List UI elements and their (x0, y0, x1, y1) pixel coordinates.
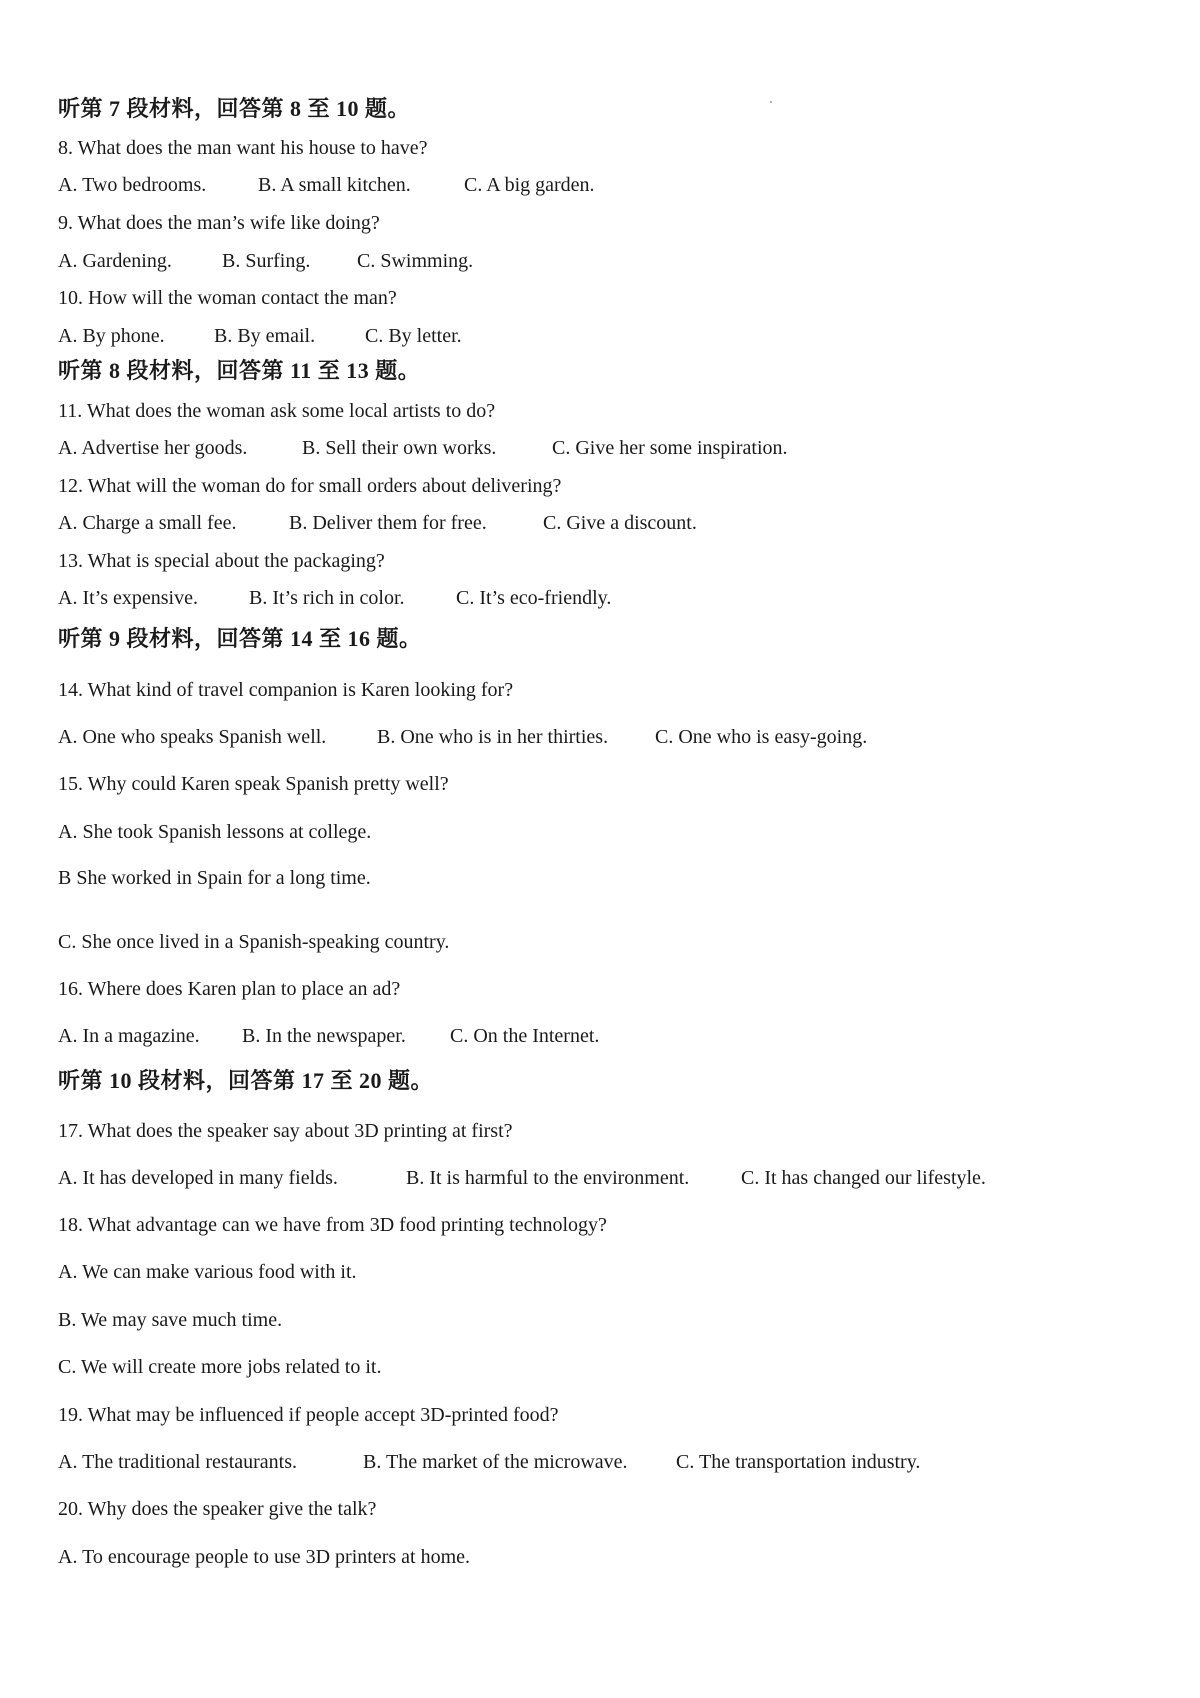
option-a: A. Gardening. (58, 250, 172, 272)
section-heading: 听第 10 段材料，回答第 17 至 20 题。 (58, 1068, 434, 1093)
option-a: A. The traditional restaurants. (58, 1451, 298, 1473)
option-c: C. By letter. (365, 325, 462, 347)
question-text: 17. What does the speaker say about 3D printing at first? (58, 1120, 513, 1142)
question-text: 14. What kind of travel companion is Karen looking for? (58, 679, 514, 701)
option-a: A. It has developed in many fields. (58, 1167, 338, 1189)
answer-option: A. She took Spanish lessons at college. (58, 821, 372, 843)
option-c: C. A big garden. (464, 174, 595, 196)
answer-option: C. We will create more jobs related to it. (58, 1356, 382, 1378)
question-text: 19. What may be influenced if people accept 3D-printed food? (58, 1404, 559, 1426)
option-c: C. Give her some inspiration. (552, 437, 788, 459)
option-c: C. Give a discount. (543, 512, 697, 534)
option-a: A. Two bedrooms. (58, 174, 207, 196)
option-b: B. Deliver them for free. (289, 512, 487, 534)
option-c: C. The transportation industry. (676, 1451, 921, 1473)
option-a: A. By phone. (58, 325, 165, 347)
option-c: C. It has changed our lifestyle. (741, 1167, 986, 1189)
option-b: B. It’s rich in color. (249, 587, 405, 609)
option-b: B. One who is in her thirties. (377, 726, 609, 748)
scan-speck (770, 101, 772, 103)
option-b: B. Surfing. (222, 250, 311, 272)
answer-option: C. She once lived in a Spanish-speaking country. (58, 931, 450, 953)
option-a: A. One who speaks Spanish well. (58, 726, 327, 748)
question-text: 20. Why does the speaker give the talk? (58, 1498, 377, 1520)
answer-option: A. To encourage people to use 3D printers at home. (58, 1546, 471, 1568)
option-b: B. In the newspaper. (242, 1025, 406, 1047)
option-b: B. A small kitchen. (258, 174, 411, 196)
question-text: 12. What will the woman do for small orders about delivering? (58, 475, 562, 497)
option-b: B. Sell their own works. (302, 437, 497, 459)
option-a: A. Charge a small fee. (58, 512, 237, 534)
option-b: B. It is harmful to the environment. (406, 1167, 690, 1189)
answer-option: B She worked in Spain for a long time. (58, 867, 371, 889)
section-heading: 听第 9 段材料，回答第 14 至 16 题。 (58, 626, 422, 651)
question-text: 10. How will the woman contact the man? (58, 287, 397, 309)
option-c: C. Swimming. (357, 250, 474, 272)
option-a: A. In a magazine. (58, 1025, 200, 1047)
question-text: 18. What advantage can we have from 3D food printing technology? (58, 1214, 607, 1236)
option-c: C. It’s eco-friendly. (456, 587, 612, 609)
option-c: C. One who is easy-going. (655, 726, 868, 748)
option-b: B. The market of the microwave. (363, 1451, 628, 1473)
option-b: B. By email. (214, 325, 316, 347)
question-text: 11. What does the woman ask some local artists to do? (58, 400, 496, 422)
answer-option: B. We may save much time. (58, 1309, 283, 1331)
question-text: 16. Where does Karen plan to place an ad? (58, 978, 401, 1000)
question-text: 13. What is special about the packaging? (58, 550, 385, 572)
question-text: 8. What does the man want his house to have? (58, 137, 428, 159)
question-text: 9. What does the man’s wife like doing? (58, 212, 380, 234)
option-a: A. It’s expensive. (58, 587, 198, 609)
section-heading: 听第 8 段材料，回答第 11 至 13 题。 (58, 358, 421, 383)
answer-option: A. We can make various food with it. (58, 1261, 357, 1283)
question-text: 15. Why could Karen speak Spanish pretty well? (58, 773, 449, 795)
option-c: C. On the Internet. (450, 1025, 600, 1047)
section-heading: 听第 7 段材料，回答第 8 至 10 题。 (58, 96, 411, 121)
option-a: A. Advertise her goods. (58, 437, 248, 459)
